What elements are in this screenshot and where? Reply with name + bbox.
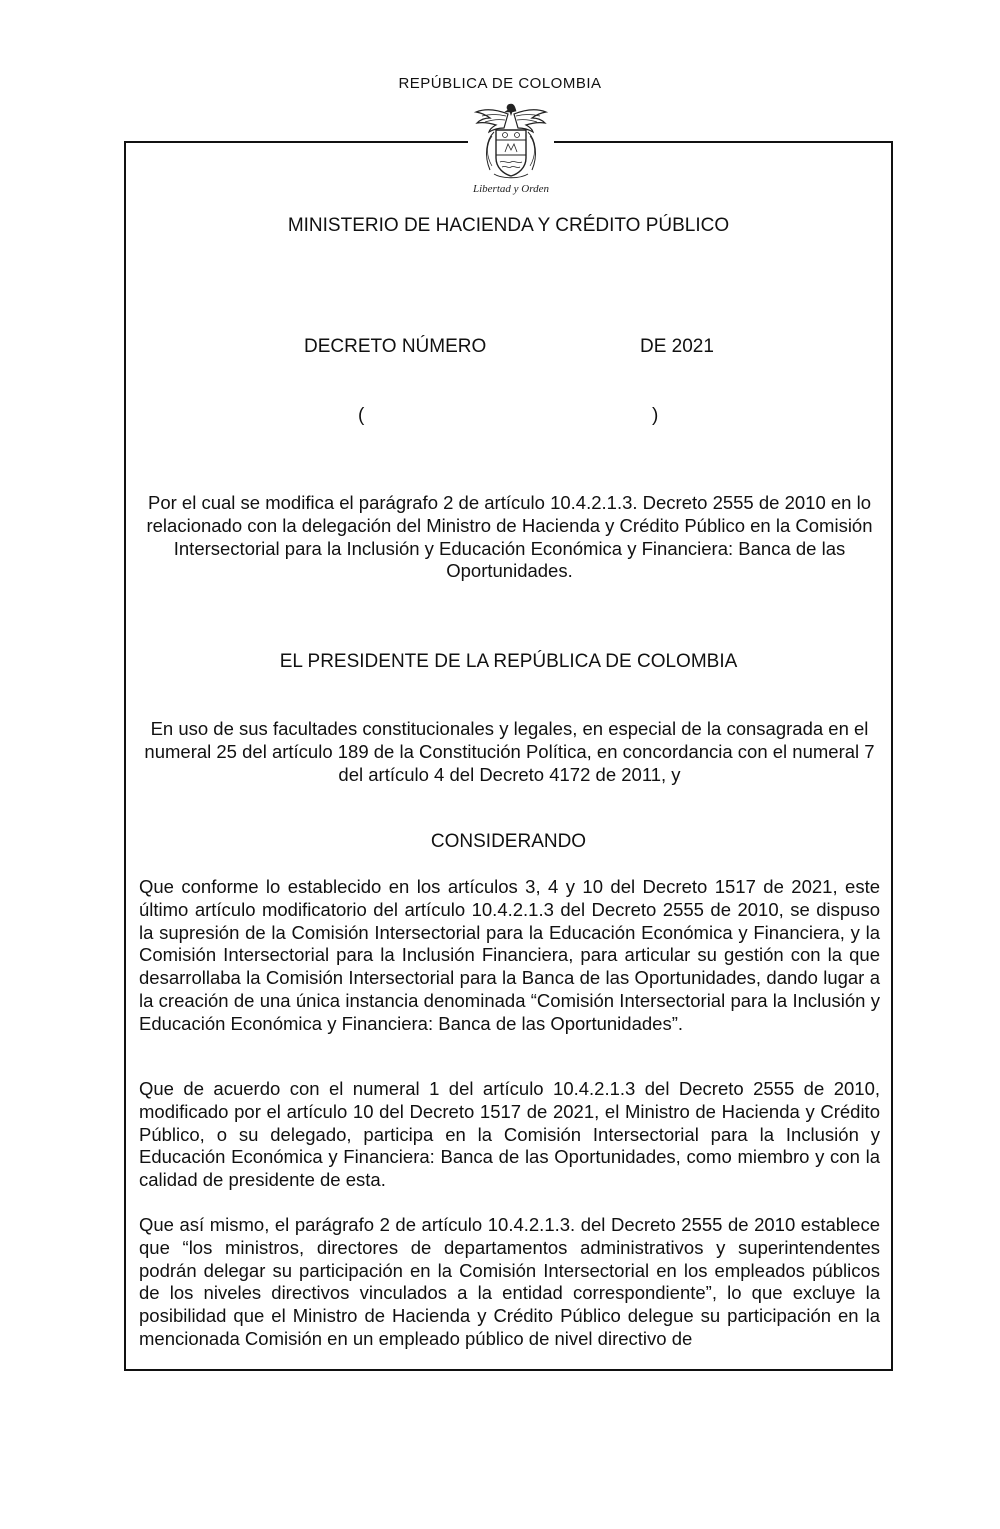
president-heading: EL PRESIDENTE DE LA REPÚBLICA DE COLOMBIA <box>279 651 738 672</box>
decree-number-label: DECRETO NÚMERO <box>304 336 487 357</box>
considerando-paragraph-3: Que así mismo, el parágrafo 2 de artículo 10.4.2.1.3. del Decreto 2555 de 2010 establece que “los ministros, directores de departamentos administrativos y superintendentes podrán delegar su participación en la Comisión Intersectorial en los empleados públicos de los niveles directivos vinculados a la entidad correspondiente”, lo que excluye la posibilidad que el Ministro de Hacienda y Crédito Público delegue su participación en la mencionada Comisión en un empleado público de nivel directivo de <box>139 1214 880 1349</box>
seal-motto: Libertad y Orden <box>473 183 549 195</box>
considerando-heading: CONSIDERANDO <box>430 831 587 852</box>
considerando-paragraph-1: Que conforme lo establecido en los artículos 3, 4 y 10 del Decreto 1517 de 2021, este último artículo modificatorio del artículo 10.4.2.1.3 del Decreto 2555 de 2010, se dispuso la supresión de la Comisión Intersectorial para la Educación Económica y Financiera, y la Comisión Intersectorial para la Inclusión Financiera, para articular su gestión con la que desarrollaba la Comisión Intersectorial para la Banca de las Oportunidades, dando lugar a la creación de una única instancia denominada “Comisión Intersectorial para la Inclusión y Educación Económica y Financiera: Banca de las Oportunidades”. <box>139 876 880 1034</box>
ministry-title: MINISTERIO DE HACIENDA Y CRÉDITO PÚBLICO <box>287 215 730 236</box>
date-paren-open: ( <box>358 405 365 426</box>
decree-year-label: DE 2021 <box>640 336 714 357</box>
decree-subject: Por el cual se modifica el parágrafo 2 de artículo 10.4.2.1.3. Decreto 2555 de 2010 en lo relacionado con la delegación del Ministro de Hacienda y Crédito Público en la Comisión Intersectorial para la Inclusión y Educación Económica y Financiera: Banca de las Oportunidades. <box>146 492 873 582</box>
republic-heading: REPÚBLICA DE COLOMBIA <box>398 75 602 92</box>
considerando-paragraph-2: Que de acuerdo con el numeral 1 del artículo 10.4.2.1.3 del Decreto 2555 de 2010, modificado por el artículo 10 del Decreto 1517 de 2021, el Ministro de Hacienda y Crédito Público, o su delegado, participa en la Comisión Intersectorial para la Inclusión y Educación Económica y Financiera: Banca de las Oportunidades, como miembro y con la calidad de presidente de esta. <box>139 1078 880 1191</box>
faculties-paragraph: En uso de sus facultades constitucionales y legales, en especial de la consagrada en el numeral 25 del artículo 189 de la Constitución Política, en concordancia con el numeral 7 del artículo 4 del Decreto 4172 de 2011, y <box>144 718 875 785</box>
date-paren-close: ) <box>652 405 659 426</box>
